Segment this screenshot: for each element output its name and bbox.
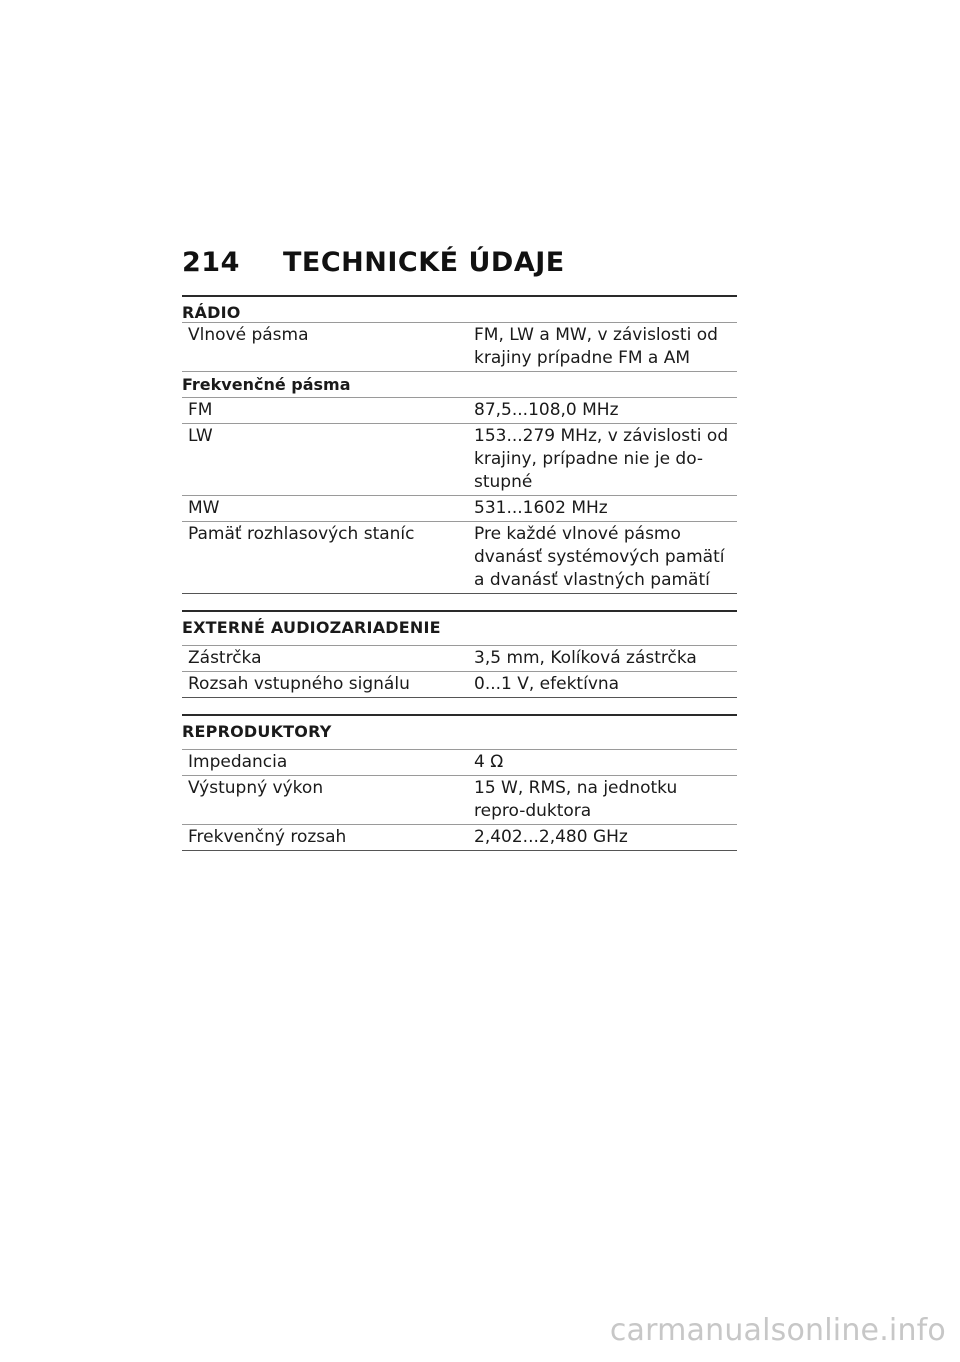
table-row xyxy=(182,496,737,522)
row-value: 2,402...2,480 GHz xyxy=(460,825,737,851)
table-row xyxy=(182,825,737,851)
page-number: 214 xyxy=(182,247,240,278)
row-value: 153...279 MHz, v závislosti od krajiny, prípadne nie je do-stupné xyxy=(460,424,737,496)
table-row xyxy=(182,646,737,672)
table-subheading-row xyxy=(182,372,737,398)
table-row xyxy=(182,672,737,698)
section-title: EXTERNÉ AUDIOZARIADENIE xyxy=(182,612,737,646)
spec-table-radio xyxy=(182,323,737,594)
watermark: carmanualsonline.info xyxy=(609,1313,946,1348)
row-value: FM, LW a MW, v závislosti od krajiny prípadne FM a AM xyxy=(460,323,737,372)
row-label: LW xyxy=(182,424,460,496)
spec-table-external-audio xyxy=(182,646,737,698)
row-value: 3,5 mm, Kolíková zástrčka xyxy=(460,646,737,672)
row-value: 4 Ω xyxy=(460,750,737,776)
section-title: RÁDIO xyxy=(182,297,737,323)
row-label: MW xyxy=(182,496,460,522)
table-row xyxy=(182,323,737,372)
row-value: Pre každé vlnové pásmo dvanásť systémových pamätí a dvanásť vlastných pamätí xyxy=(460,522,737,594)
table-row xyxy=(182,398,737,424)
row-label: Vlnové pásma xyxy=(182,323,460,372)
row-label: Frekvenčný rozsah xyxy=(182,825,460,851)
row-label: Výstupný výkon xyxy=(182,776,460,825)
row-value: 87,5...108,0 MHz xyxy=(460,398,737,424)
spec-table-speakers xyxy=(182,750,737,851)
section-speakers xyxy=(182,714,737,851)
section-title: REPRODUKTORY xyxy=(182,716,737,750)
table-row xyxy=(182,522,737,594)
row-subheading: Frekvenčné pásma xyxy=(182,372,737,398)
row-label: Pamäť rozhlasových staníc xyxy=(182,522,460,594)
section-external-audio xyxy=(182,610,737,698)
row-label: Impedancia xyxy=(182,750,460,776)
row-value: 531...1602 MHz xyxy=(460,496,737,522)
table-row xyxy=(182,750,737,776)
row-value: 0...1 V, efektívna xyxy=(460,672,737,698)
page-content xyxy=(182,247,737,851)
row-label: Zástrčka xyxy=(182,646,460,672)
row-label: FM xyxy=(182,398,460,424)
page-title: TECHNICKÉ ÚDAJE xyxy=(283,247,565,278)
table-row xyxy=(182,424,737,496)
page-header xyxy=(182,247,737,287)
table-row xyxy=(182,776,737,825)
row-value: 15 W, RMS, na jednotku repro-duktora xyxy=(460,776,737,825)
row-label: Rozsah vstupného signálu xyxy=(182,672,460,698)
section-radio xyxy=(182,295,737,594)
